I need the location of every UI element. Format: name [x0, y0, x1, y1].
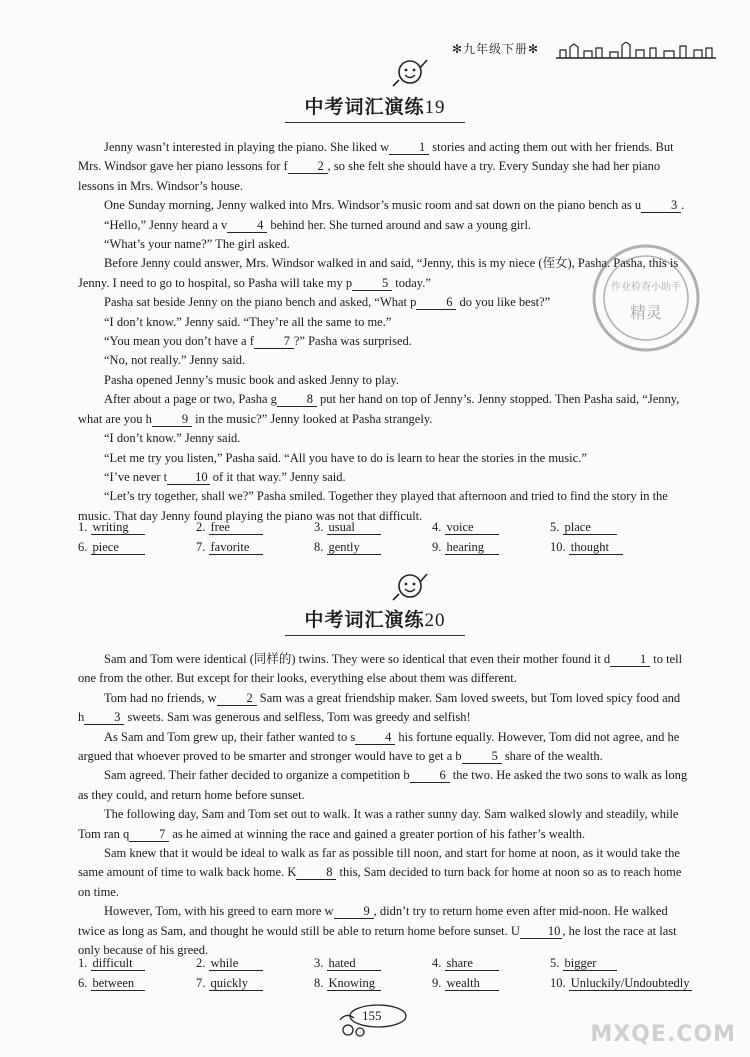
answer-item [314, 956, 381, 971]
paragraph-text: in the music?” Jenny looked at Pasha strangely. [191, 411, 433, 426]
blank-number: 4 [227, 218, 267, 233]
answer-word: gently [327, 540, 381, 555]
paragraph [78, 196, 688, 215]
blank-number: 5 [352, 276, 392, 291]
paragraph-text: “I don’t know.” Jenny said. [104, 431, 241, 446]
paragraph-text: his fortune equally. However, Tom did not agree, and he argued that whoever proved to be smarter and stronger would have to get a b [78, 729, 680, 764]
paragraph-text: One Sunday morning, Jenny walked into Mrs. Windsor’s music room and sat down on the piano bench as u [104, 198, 642, 213]
answer-word: hated [327, 956, 381, 971]
paragraph-text: the two. He asked the two sons to walk as long as they could, and return home before sunset. [78, 768, 688, 802]
blank-number: 7 [254, 334, 294, 349]
paragraph-text: After about a page or two, Pasha g [104, 392, 277, 407]
paragraph [78, 371, 688, 390]
paragraph-text: this, Sam decided to turn back for home at noon so as to reach home on time. [78, 865, 682, 899]
paragraph-text: , he lost the race at last only because of his greed. [78, 923, 677, 958]
paragraph-text: today.” [392, 275, 431, 290]
answer-number: 10. [550, 976, 569, 990]
paragraph [78, 390, 688, 429]
paragraph-text: behind her. She turned around and saw a young girl. [267, 217, 532, 232]
answer-word: difficult [91, 956, 145, 971]
answer-item [432, 520, 499, 535]
answer-word: quickly [209, 976, 263, 991]
paragraph [78, 650, 688, 689]
answer-number: 10. [550, 540, 569, 554]
answer-item [196, 956, 263, 971]
answer-item [432, 976, 499, 991]
answer-item [78, 956, 145, 971]
paragraph [78, 805, 688, 844]
answer-word: free [209, 520, 263, 535]
answer-item [314, 520, 381, 535]
answer-number: 8. [314, 540, 327, 554]
paragraph-text: However, Tom, with his greed to earn more w [104, 904, 334, 919]
paragraph-text: to tell one from the other. But except for their looks, everything else about them was different. [78, 652, 683, 686]
answer-number: 1. [78, 520, 91, 534]
svg-text:精灵: 精灵 [629, 303, 663, 322]
blank-number: 4 [355, 730, 395, 745]
paragraph-text: Before Jenny could answer, Mrs. Windsor walked in and said, “Jenny, this is my niece (侄女), Pasha. Pasha, this is Jenny. I need to go to hospital, so Pasha will take my p [78, 256, 679, 290]
answer-word: voice [445, 520, 499, 535]
svg-text:作业检查小助手: 作业检查小助手 [611, 282, 681, 293]
answer-number: 7. [196, 976, 209, 990]
mascot-20-icon [390, 570, 430, 606]
answer-number: 3. [314, 520, 327, 534]
answer-word: writing [91, 520, 145, 535]
paragraph-text: As Sam and Tom grew up, their father wanted to s [104, 729, 356, 744]
answer-number: 6. [78, 540, 91, 554]
answer-number: 9. [432, 540, 445, 554]
section-20-title [0, 605, 750, 636]
answer-word: wealth [445, 976, 499, 991]
paragraph-text: share of the wealth. [501, 749, 603, 764]
blank-number: 1 [610, 652, 650, 667]
paragraph-text: , so she felt she should have a try. Every Sunday she had her piano lessons in Mrs. Windsor’s house. [78, 159, 661, 193]
answer-number: 6. [78, 976, 91, 990]
title-underline [285, 635, 465, 636]
answer-item [550, 956, 617, 971]
paragraph-text: “You mean you don’t have a f [104, 334, 254, 349]
watermark: MXQE.COM [590, 1022, 736, 1047]
section-19-title [0, 92, 750, 123]
paragraph-text: “I don’t know.” Jenny said. “They’re all the same to me.” [104, 314, 392, 329]
blank-number: 6 [416, 295, 456, 310]
paragraph-text: “No, not really.” Jenny said. [104, 353, 246, 368]
answer-item [196, 976, 263, 991]
grade-header: ✻九年级下册✻ [452, 42, 540, 56]
paragraph-text: sweets. Sam was generous and selfless, Tom was greedy and selfish! [124, 710, 471, 725]
paragraph-text: “What’s your name?” The girl asked. [104, 237, 290, 252]
page-number: 155 [362, 1008, 382, 1023]
paragraph-text: of it that way.” Jenny said. [209, 469, 346, 484]
answer-word: thought [569, 540, 623, 555]
paragraph-text: “Hello,” Jenny heard a v [104, 217, 228, 232]
paragraph-text: Pasha sat beside Jenny on the piano bench and asked, “What p [104, 295, 417, 310]
section-19-number: 19 [424, 97, 446, 118]
mascot-19-icon [390, 56, 430, 92]
paragraph-text: as he aimed at winning the race and gained a greater portion of his father’s wealth. [169, 826, 586, 841]
answer-item [314, 540, 381, 555]
blank-number: 8 [296, 865, 336, 880]
answer-item [432, 540, 499, 555]
paragraph-text: , didn’t try to return home even after mid-noon. He walked twice as long as Sam, and thought he would still be able to return home before sunset. U [78, 904, 668, 938]
paragraph-text: “Let me try you listen,” Pasha said. “All you have to do is learn to hear the stories in the music.” [104, 450, 587, 465]
paragraph [78, 728, 688, 767]
paragraph-text: Sam knew that it would be ideal to walk as far as possible till noon, and start for home at noon, as it would take the same amount of time to walk back home. K [78, 846, 680, 880]
blank-number: 7 [129, 827, 169, 842]
answer-item [196, 520, 263, 535]
paragraph-text: put her hand on top of Jenny’s. Jenny stopped. Then Pasha said, “Jenny, what are you h [78, 392, 680, 426]
paragraph [78, 766, 688, 805]
answer-number: 2. [196, 956, 209, 970]
answer-item [196, 540, 263, 555]
blank-number: 1 [389, 140, 429, 155]
page-number-badge [330, 1000, 420, 1040]
answer-item [78, 520, 145, 535]
answer-word: Unluckily/Undoubtedly [570, 976, 690, 990]
section-20-title-text: 中考词汇演练 [304, 610, 425, 631]
paragraph-text: Sam and Tom were identical (同样的) twins. They were so identical that even their mother found it d [104, 652, 611, 666]
answer-item [550, 976, 692, 991]
paragraph [78, 138, 688, 196]
helper-stamp-seal [586, 238, 706, 358]
paragraph-text: “I’ve never t [104, 469, 168, 484]
blank-number: 6 [410, 768, 450, 783]
answer-number: 5. [550, 956, 563, 970]
answer-word: between [91, 976, 145, 991]
answer-word: share [445, 956, 499, 971]
blank-number: 10 [520, 924, 563, 939]
blank-number: 8 [277, 392, 317, 407]
answer-item [78, 976, 145, 991]
paragraph-text: stories and acting them out with her friends. But Mrs. Windsor gave her piano lessons for f [78, 140, 674, 174]
section-20-number: 20 [424, 610, 446, 631]
paragraph-text: Sam was a great friendship maker. Sam loved sweets, but Tom loved spicy food and h [78, 690, 681, 725]
paragraph-text: ?” Pasha was surprised. [293, 334, 412, 349]
answer-word: favorite [209, 540, 263, 555]
answer-number: 9. [432, 976, 445, 990]
answer-word: piece [91, 540, 145, 555]
answer-number: 3. [314, 956, 327, 970]
blank-number: 3 [84, 710, 124, 725]
answer-number: 1. [78, 956, 91, 970]
blank-number: 9 [334, 904, 374, 919]
paragraph [78, 216, 688, 235]
title-underline [285, 122, 465, 123]
paragraph [78, 429, 688, 448]
paragraph-text: Tom had no friends, w [104, 690, 217, 705]
answer-number: 4. [432, 956, 445, 970]
paragraph [78, 449, 688, 468]
answer-item [78, 540, 145, 555]
answer-number: 8. [314, 976, 327, 990]
paragraph [78, 468, 688, 487]
paragraph-text: Pasha opened Jenny’s music book and asked Jenny to play. [104, 372, 399, 387]
answer-word: Knowing [327, 976, 381, 991]
answer-item [314, 976, 381, 991]
answer-item [550, 520, 617, 535]
answer-item [550, 540, 623, 555]
paragraph [78, 689, 688, 728]
paragraph-text: . [681, 198, 685, 213]
paragraph-text: The following day, Sam and Tom set out to walk. It was a rather sunny day. Sam walked slowly and steadily, while Tom ran q [78, 807, 679, 841]
paragraph [78, 902, 688, 960]
blank-number: 2 [288, 159, 328, 174]
answer-number: 4. [432, 520, 445, 534]
answer-item [432, 956, 499, 971]
paragraph-text: “Let’s try together, shall we?” Pasha smiled. Together they played that afternoon and tried to find the story in the music. That day Jenny found playing the piano was not that difficult. [78, 489, 668, 523]
answer-word: while [209, 956, 263, 971]
blank-number: 5 [462, 749, 502, 764]
answer-word: bigger [563, 956, 617, 971]
blank-number: 3 [641, 198, 681, 213]
paragraph-text: Sam agreed. Their father decided to organize a competition b [104, 768, 410, 783]
blank-number: 2 [217, 691, 257, 706]
paragraph-text: Jenny wasn’t interested in playing the piano. She liked w [104, 140, 390, 154]
answer-number: 2. [196, 520, 209, 534]
paragraph-text: do you like best?” [456, 295, 551, 310]
answer-word: hearing [445, 540, 499, 555]
answer-number: 5. [550, 520, 563, 534]
answer-word: place [563, 520, 617, 535]
paragraph [78, 844, 688, 902]
section-19-title-text: 中考词汇演练 [304, 97, 425, 118]
blank-number: 10 [167, 470, 210, 485]
skyline-decoration-icon [556, 42, 716, 60]
answer-word: usual [327, 520, 381, 535]
answer-number: 7. [196, 540, 209, 554]
blank-number: 9 [152, 412, 192, 427]
